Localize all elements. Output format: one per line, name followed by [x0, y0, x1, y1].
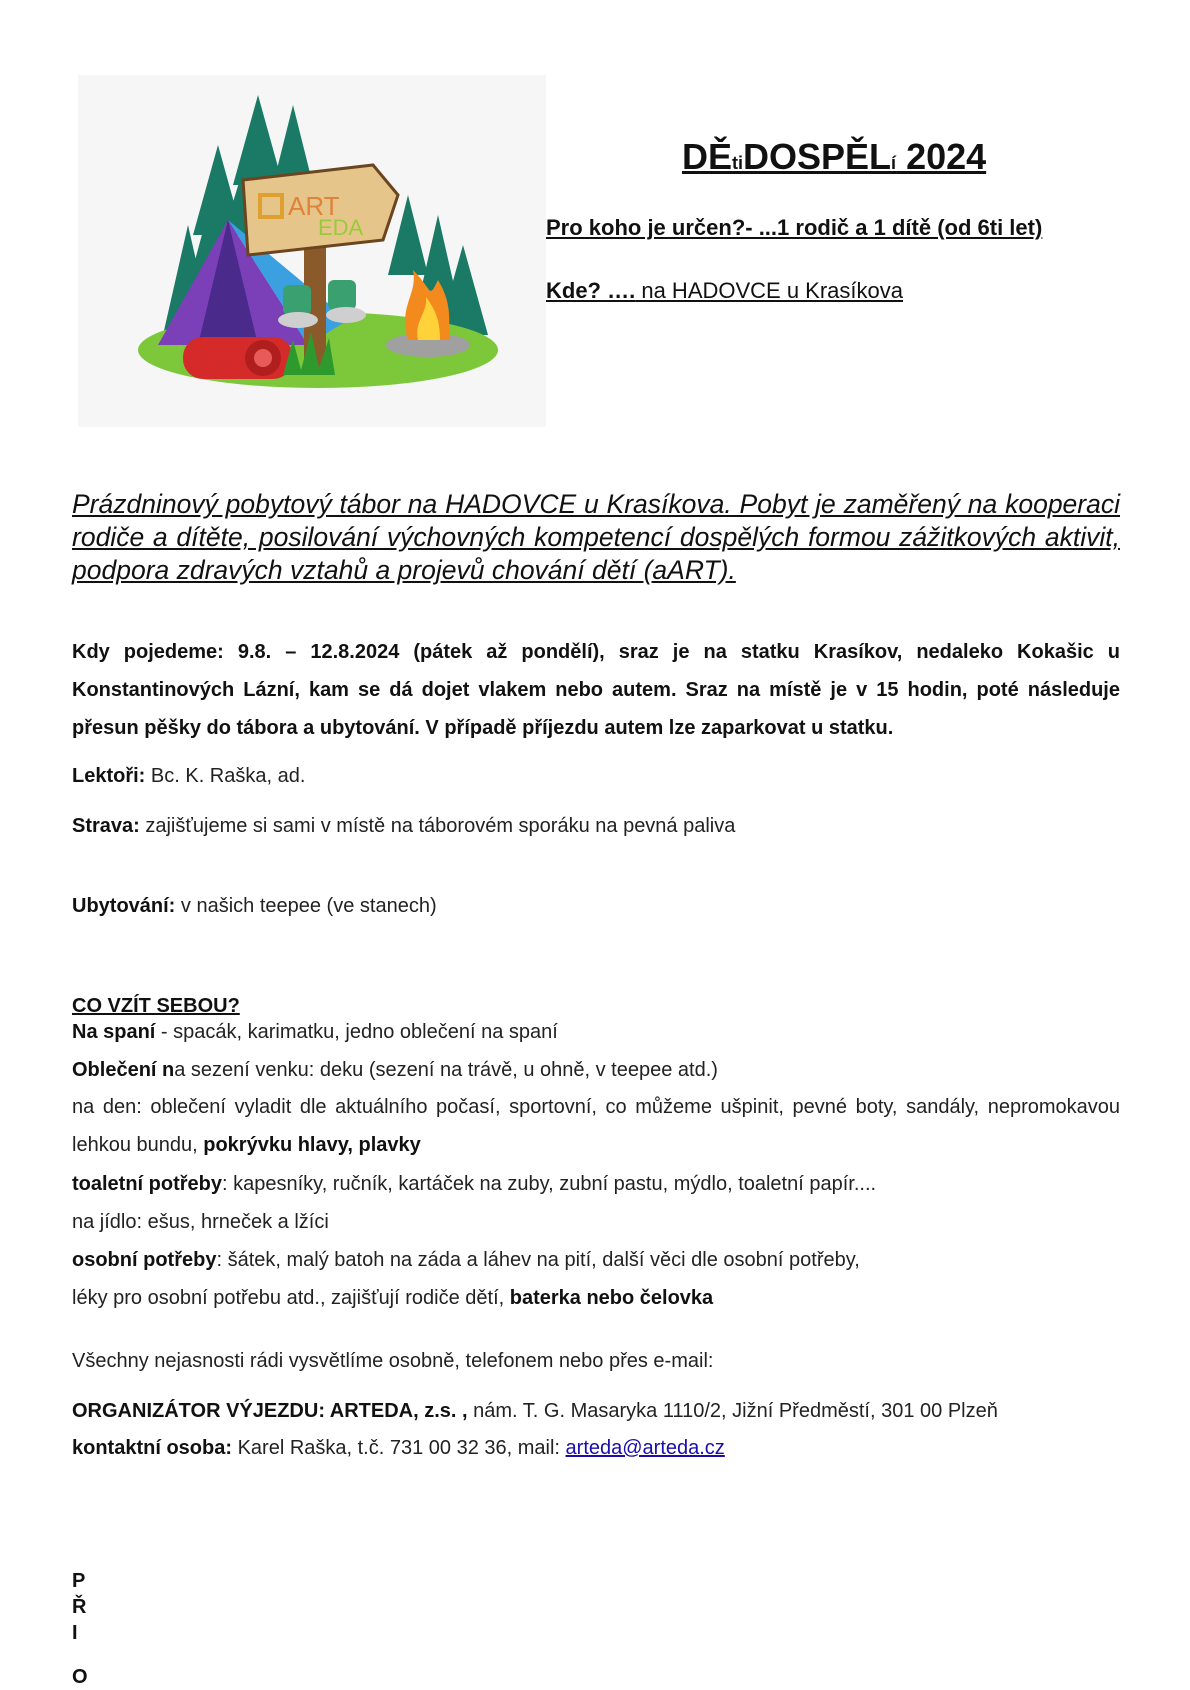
sleeping-bag-icon: [183, 337, 293, 379]
page-title: DĚtiDOSPĚLí 2024: [682, 136, 987, 177]
camp-logo-illustration: [78, 75, 546, 427]
packing-sleep: Na spaní - spacák, karimatku, jedno oblečení na spaní: [72, 1021, 558, 1043]
lecturers-line: Lektoři: Bc. K. Raška, ad.: [72, 765, 306, 787]
packing-meds: léky pro osobní potřebu atd., zajišťují rodiče dětí, baterka nebo čelovka: [72, 1287, 714, 1309]
questions-line: Všechny nejasnosti rádi vysvětlíme osobně, telefonem nebo přes e-mail:: [72, 1350, 714, 1372]
intro-paragraph: Prázdninový pobytový tábor na HADOVCE u Krasíkova. Pobyt je zaměřený na kooperaci rodiče a dítěte, posilování výchovných kompetencí dospělých formou zážitkových aktivit, podpora zdravých vztahů a projevů chování dětí (aART).: [72, 489, 1120, 585]
contact-person-line: kontaktní osoba: Karel Raška, t.č. 731 00 32 36, mail: arteda@arteda.cz: [72, 1437, 725, 1459]
svg-text:EDA: EDA: [318, 215, 364, 240]
vertical-text: [72, 1568, 92, 1690]
packing-personal: osobní potřeby: šátek, malý batoh na záda a láhev na pití, další věci dle osobní potřeby,: [72, 1249, 860, 1271]
vertical-letter: Ř: [72, 1596, 87, 1618]
svg-text:ART: ART: [288, 191, 340, 221]
packing-food-items: na jídlo: ešus, hrneček a lžíci: [72, 1211, 329, 1233]
lodging-line: Ubytování: v našich teepee (ve stanech): [72, 895, 437, 917]
organizer-line: ORGANIZÁTOR VÝJEZDU: ARTEDA, z.s. , nám. T. G. Masaryka 1110/2, Jižní Předměstí, 301 00 Plzeň: [72, 1400, 998, 1422]
wooden-sign-icon: [243, 165, 398, 255]
food-line: Strava: zajišťujeme si sami v místě na táborovém sporáku na pevná paliva: [72, 815, 736, 837]
email-link[interactable]: arteda@arteda.cz: [565, 1437, 725, 1459]
camp-illustration-svg: [78, 75, 546, 427]
vertical-letter: I: [72, 1622, 78, 1644]
packing-toiletries: toaletní potřeby: kapesníky, ručník, kartáček na zuby, zubní pastu, mýdlo, toaletní papír....: [72, 1173, 877, 1195]
location-line: Kde? …. na HADOVCE u Krasíkova: [546, 278, 904, 303]
target-audience: Pro koho je určen?- ...1 rodič a 1 dítě (od 6ti let): [546, 215, 1043, 240]
packing-day: na den: oblečení vyladit dle aktuálního počasí, sportovní, co můžeme ušpinit, pevné boty, sandály, nepromokavou lehkou bundu, pokrývku hlavy, plavky: [72, 1096, 1120, 1156]
packing-clothes: Oblečení na sezení venku: deku (sezení na trávě, u ohně, v teepee atd.): [72, 1059, 718, 1081]
vertical-letter: O: [72, 1666, 88, 1688]
schedule-paragraph: Kdy pojedeme: 9.8. – 12.8.2024 (pátek až pondělí), sraz je na statku Krasíkov, nedaleko Kokašic u Konstantinových Lázní, kam se dá dojet vlakem nebo autem. Sraz na místě je v 15 hodin, poté následuje přesun pěšky do tábora a ubytování. V případě příjezdu autem lze zaparkovat u statku.: [72, 641, 1120, 739]
vertical-letter: P: [72, 1570, 86, 1592]
packing-heading: CO VZÍT SEBOU?: [72, 995, 240, 1017]
